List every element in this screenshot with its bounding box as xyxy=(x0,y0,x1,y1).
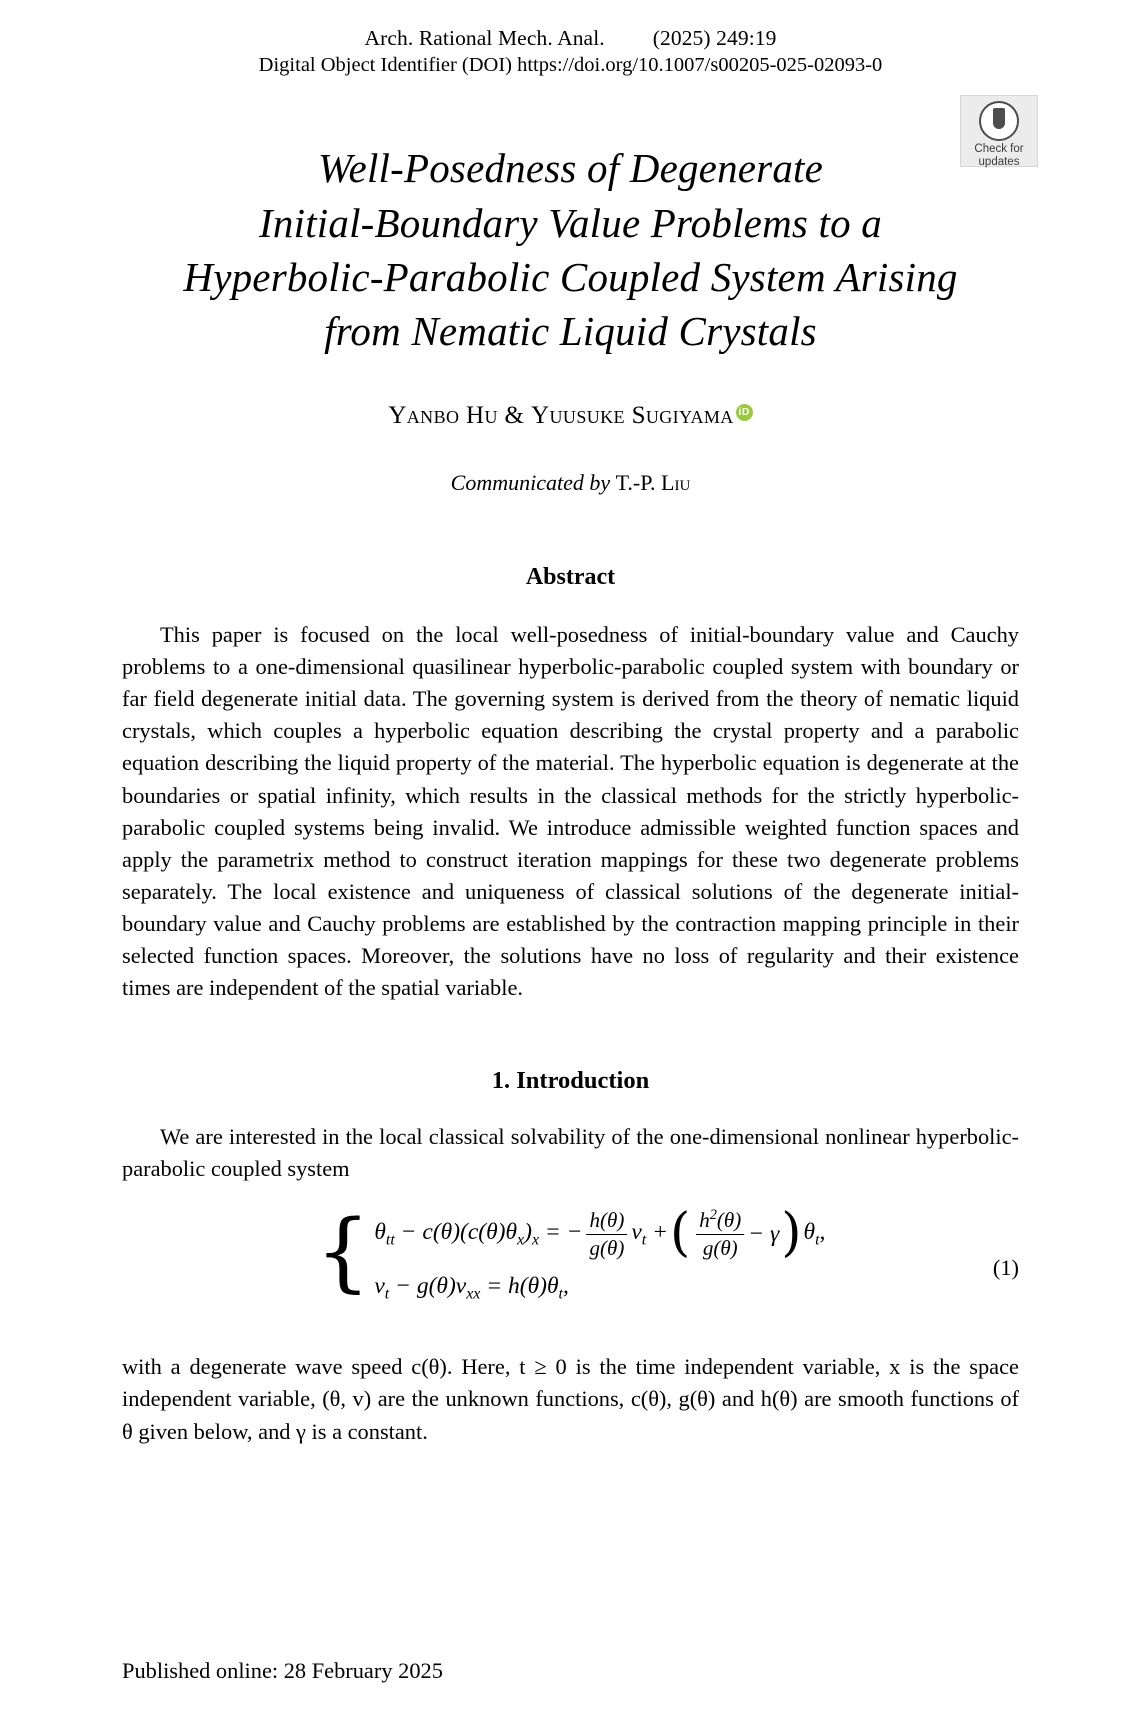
equation-brace: { xyxy=(315,1202,371,1303)
author-name-2: Yuusuke Sugiyama xyxy=(531,401,734,429)
title-line-4: from Nematic Liquid Crystals xyxy=(324,307,817,354)
intro-paragraph-1: We are interested in the local classical solvability of the one-dimensional nonlinear hyperbolic-parabolic coupled system xyxy=(122,1123,1019,1181)
badge-line-2: updates xyxy=(978,155,1020,168)
intro-paragraph-2: with a degenerate wave speed c(θ). Here, t ≥ 0 is the time independent variable, x is the space independent variable, (θ, v) are the unknown functions, c(θ), g(θ) and h(θ) are smooth functions of θ given below, and γ is a constant. xyxy=(122,1354,1019,1444)
title-line-3: Hyperbolic-Parabolic Coupled System Arising xyxy=(183,253,958,300)
check-for-updates-icon xyxy=(979,101,1019,141)
author-name-1: Yanbo Hu xyxy=(388,401,498,429)
equation-line-2: $v_t - g(\theta)v_{xx} = h(\theta)\theta_t$, xyxy=(374,1273,569,1303)
journal-header xyxy=(0,0,1141,79)
equation-line-1: $\theta_{tt} - c(\theta)(c(\theta)\theta_x)_x$ = − $\frac{h(\theta)}{g(\theta)}$ $v_t$ + ( $\frac{h^2(\theta)}{g(\theta)}$ − γ ) $\theta_t$, xyxy=(374,1203,826,1264)
orcid-icon[interactable] xyxy=(736,404,753,421)
author-conjunction: & xyxy=(504,401,525,429)
equation-number: (1) xyxy=(992,1255,1019,1281)
author-list xyxy=(0,402,1141,430)
journal-citation: (2025) 249:19 xyxy=(652,26,777,50)
section-heading-introduction: 1. Introduction xyxy=(491,1066,650,1094)
communicated-editor: T.-P. Liu xyxy=(615,469,691,495)
title-line-2: Initial-Boundary Value Problems to a xyxy=(259,199,882,246)
published-online: Published online: 28 February 2025 xyxy=(122,1658,443,1683)
doi-line: Digital Object Identifier (DOI) https://doi.org/10.1007/s00205-025-02093-0 xyxy=(258,54,883,77)
badge-line-1: Check for xyxy=(974,143,1024,155)
equation-1-block xyxy=(122,1202,1019,1325)
check-for-updates-badge[interactable] xyxy=(960,95,1038,167)
journal-title-line xyxy=(0,24,1141,52)
abstract-heading: Abstract xyxy=(525,563,616,590)
page-title xyxy=(95,141,1046,357)
communicated-label: Communicated by xyxy=(450,469,611,495)
communicated-by xyxy=(0,470,1141,496)
title-line-1: Well-Posedness of Degenerate xyxy=(317,145,824,192)
journal-name: Arch. Rational Mech. Anal. xyxy=(364,26,605,50)
abstract-text: This paper is focused on the local well-posedness of initial-boundary value and Cauchy problems to a one-dimensional quasilinear hyperbolic-parabolic coupled system with boundary or far field degenerate initial data. The governing system is derived from the theory of nematic liquid crystals, which couples a hyperbolic equation describing the crystal property and a parabolic equation describing the liquid property of the material. The hyperbolic equation is degenerate at the boundaries or spatial infinity, which results in the classical methods for the strictly hyperbolic-parabolic coupled systems being invalid. We introduce admissible weighted function spaces and apply the parametrix method to construct iteration mappings for these two degenerate problems separately. The local existence and uniqueness of classical solutions of the degenerate initial-boundary value and Cauchy problems are established by the contraction mapping principle in their selected function spaces. Moreover, the solutions have no loss of regularity and their existence times are independent of the spatial variable. xyxy=(122,621,1019,1001)
equation-1-content xyxy=(315,1202,826,1304)
